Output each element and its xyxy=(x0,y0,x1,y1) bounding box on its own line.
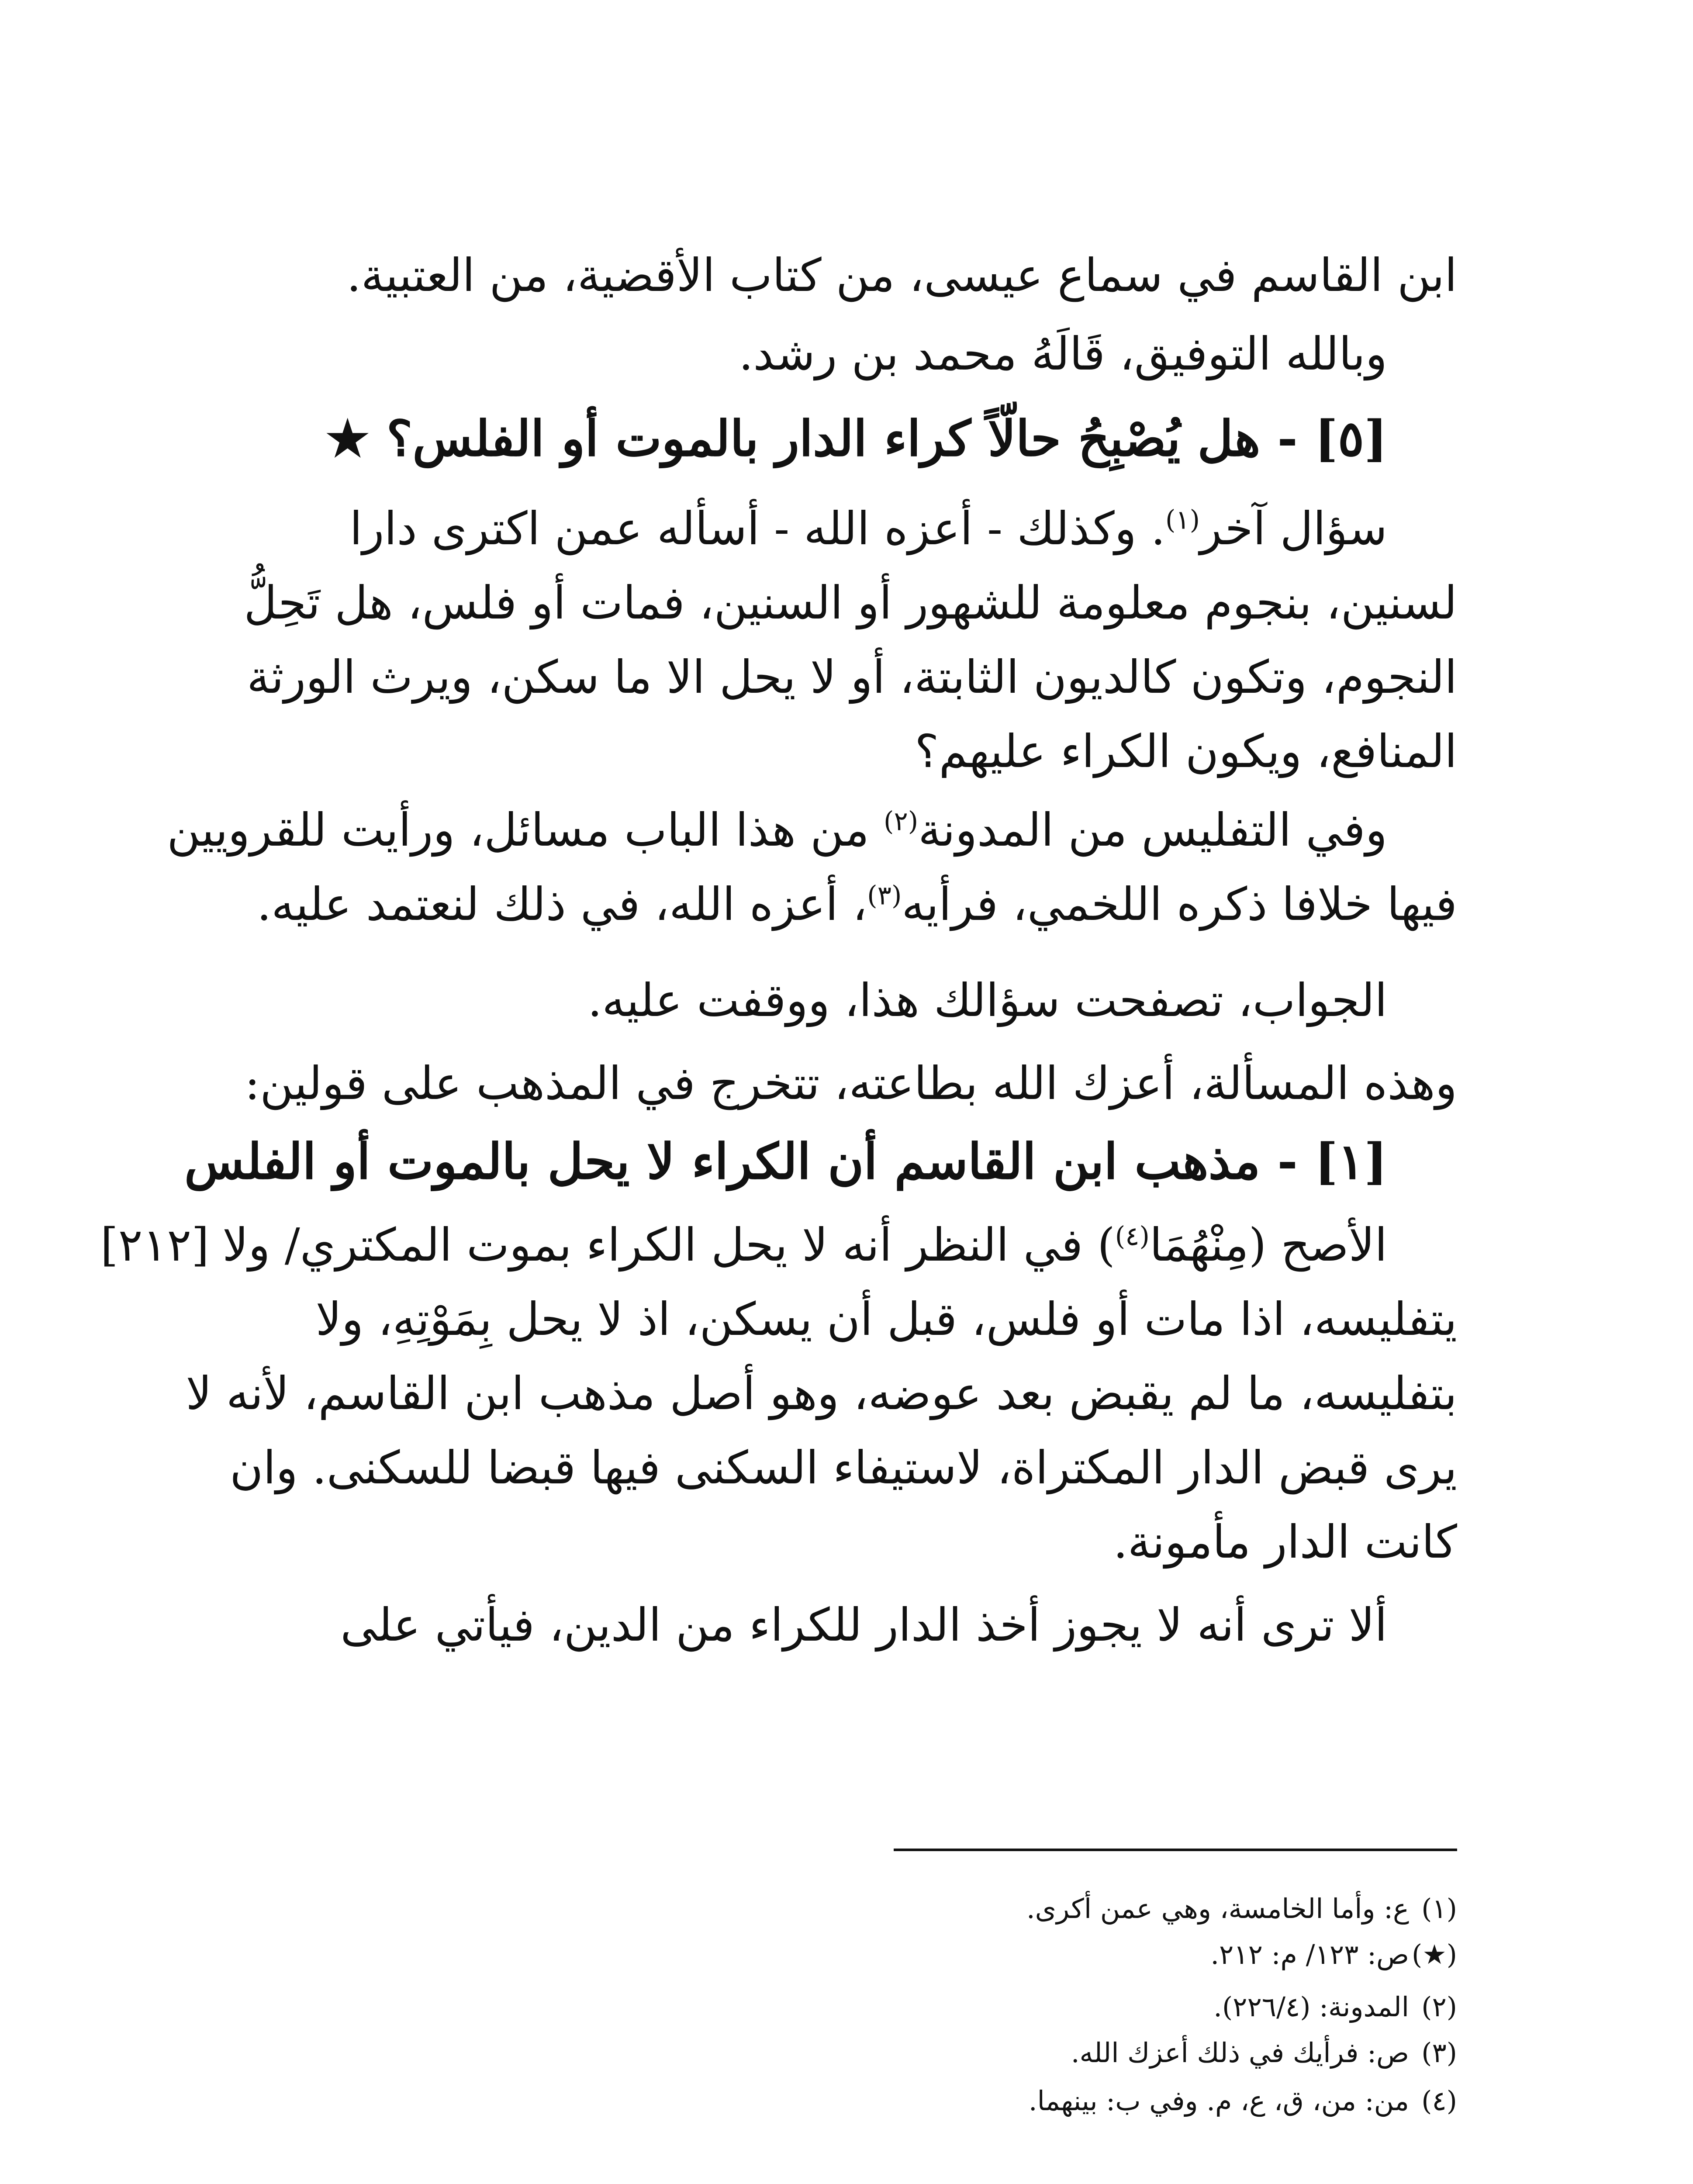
text-line-15: بتفليسه، ما لم يقبض بعد عوضه، وهو أصل مذهب ابن القاسم، لأنه لا xyxy=(186,1367,1457,1420)
footnote-4 xyxy=(627,2081,1457,2123)
footnote-2 xyxy=(627,1987,1457,2029)
footnote-ref-2: (٢) xyxy=(884,806,919,837)
text-line-17: كانت الدار مأمونة. xyxy=(1113,1515,1457,1569)
footnote-text: المدونة: (٢٢٦/٤). xyxy=(1213,1991,1409,2023)
text-line-question xyxy=(243,498,1387,563)
footnote-number: (١) xyxy=(1421,1893,1457,1925)
lakhmi-rest: ، أعزه الله، في ذلك لنعتمد عليه. xyxy=(257,878,867,931)
footnote-ref-3: (٣) xyxy=(867,880,902,911)
footnote-ref-4: (٤) xyxy=(1115,1221,1150,1252)
question-rest: . وكذلك - أعزه الله - أسأله عمن اكترى دارا xyxy=(349,502,1165,555)
footnote-number: (٢) xyxy=(1421,1991,1457,2023)
section-heading-5: [٥] - هل يُصْبِحُ حالّاً كراء الدار بالموت أو الفلس؟ ★ xyxy=(325,410,1387,467)
text-line-16: يرى قبض الدار المكتراة، لاستيفاء السكنى فيها قبضا للسكنى. وان xyxy=(230,1441,1457,1494)
footnote-text: من: من، ق، ع، م. وفي ب: بينهما. xyxy=(1028,2085,1409,2117)
text-line-7: المنافع، ويكون الكراء عليهم؟ xyxy=(915,725,1457,778)
text-line-11: وهذه المسألة، أعزك الله بطاعته، تتخرج في المذهب على قولين: xyxy=(245,1057,1457,1110)
lakhmi-start: فيها خلافا ذكره اللخمي، فرأيه xyxy=(902,878,1457,931)
footnote-number: (٤) xyxy=(1421,2085,1457,2117)
footnote-text: ع: وأما الخامسة، وهي عمن أكرى. xyxy=(1026,1893,1409,1925)
mudawwana-rest: من هذا الباب مسائل، ورأيت للقرويين xyxy=(167,803,884,857)
text-line-18: ألا ترى أنه لا يجوز أخذ الدار للكراء من الدين، فيأتي على xyxy=(340,1598,1387,1652)
footnote-text: ص: فرأيك في ذلك أعزك الله. xyxy=(1071,2037,1409,2069)
section-heading-1: [١] - مذهب ابن القاسم أن الكراء لا يحل بالموت أو الفلس xyxy=(184,1133,1387,1190)
asah-rest: ) في النظر أنه لا يحل الكراء بموت المكتري/ ولا xyxy=(222,1218,1115,1272)
question-start: سؤال آخر xyxy=(1200,502,1387,555)
mudawwana-start: وفي التفليس من المدونة xyxy=(918,803,1387,857)
footnote-divider xyxy=(894,1849,1457,1851)
text-line-lakhmi xyxy=(243,874,1457,939)
footnote-number: (٣) xyxy=(1421,2037,1457,2069)
footnote-text: ص: ١٢٣/ م: ٢١٢. xyxy=(1210,1939,1409,1970)
footnote-1 xyxy=(627,1889,1457,1931)
margin-page-reference: [٢١٢] xyxy=(100,1218,209,1272)
text-line-mudawwana xyxy=(167,799,1387,865)
text-line-14: يتفليسه، اذا مات أو فلس، قبل أن يسكن، اذ لا يحل بِمَوْتِهِ، ولا xyxy=(315,1292,1457,1346)
footnote-3 xyxy=(627,2033,1457,2075)
footnote-number: (★) xyxy=(1412,1939,1457,1970)
text-line-2: وبالله التوفيق، قَالَهُ محمد بن رشد. xyxy=(739,327,1387,380)
asah-start: الأصح (مِنْهُمَا xyxy=(1149,1218,1387,1272)
text-line-5: لسنين، بنجوم معلومة للشهور أو السنين، فمات أو فلس، هل تَحِلُّ xyxy=(244,576,1457,629)
text-line-1: ابن القاسم في سماع عيسى، من كتاب الأقضية، من العتبية. xyxy=(346,249,1457,302)
text-line-answer: الجواب، تصفحت سؤالك هذا، ووقفت عليه. xyxy=(587,974,1387,1027)
text-line-asah xyxy=(222,1214,1387,1280)
footnote-ref-1: (١) xyxy=(1165,505,1200,536)
footnote-star xyxy=(627,1935,1457,1977)
text-line-6: النجوم، وتكون كالديون الثابتة، أو لا يحل الا ما سكن، ويرث الورثة xyxy=(247,650,1457,704)
